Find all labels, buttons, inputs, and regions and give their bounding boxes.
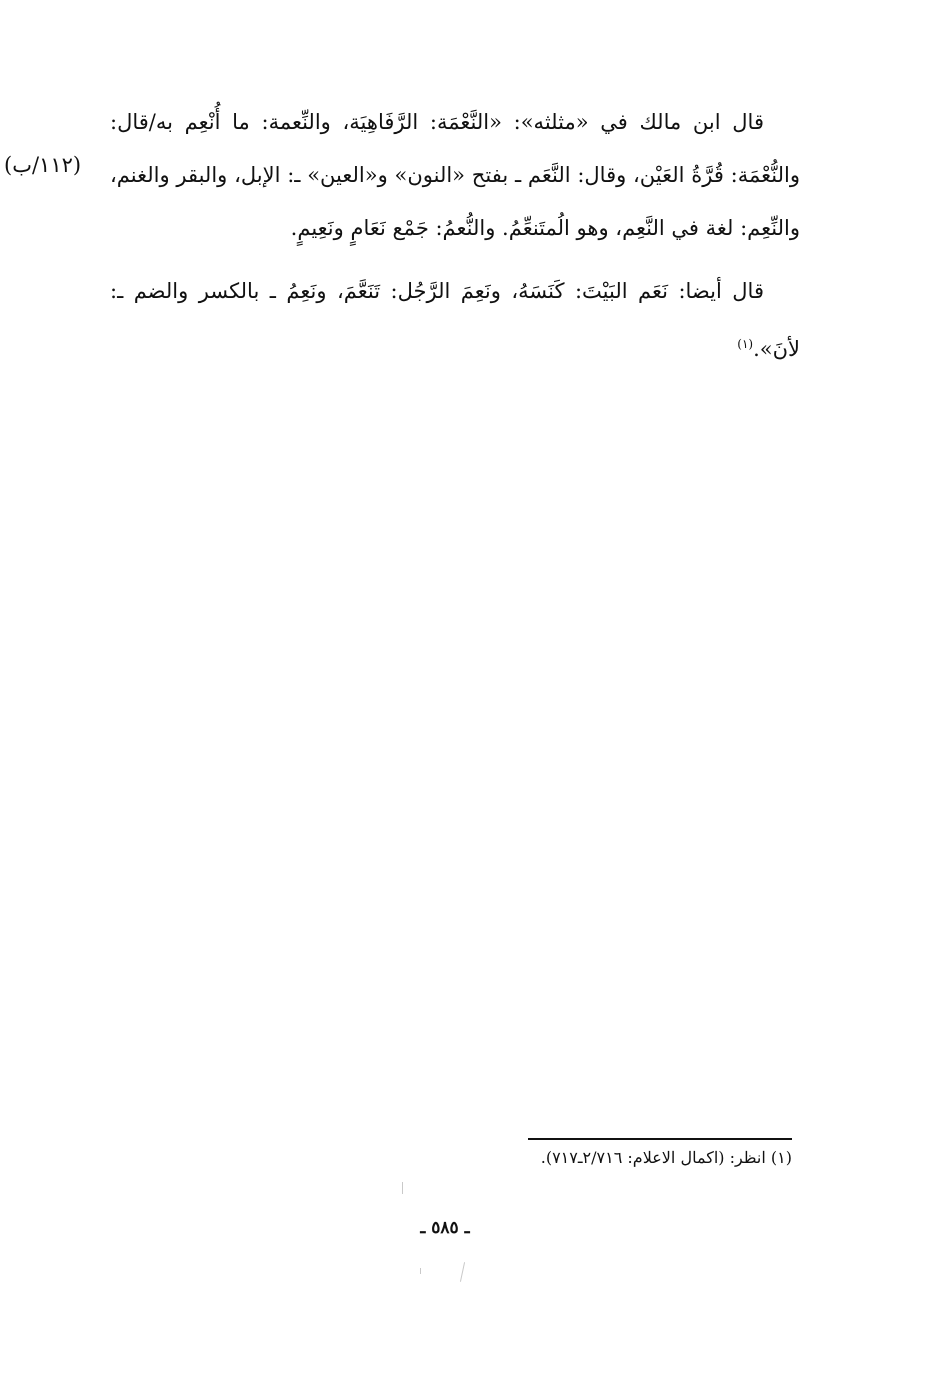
paragraph-2 bbox=[110, 265, 800, 376]
scan-artifact bbox=[420, 1268, 421, 1274]
footnote: (١) انظر: (اكمال الاعلام: ٢/٧١٦ـ٧١٧). bbox=[540, 1148, 792, 1167]
scan-artifact bbox=[402, 1182, 403, 1194]
page-number: ـ ٥٨٥ ـ bbox=[420, 1218, 470, 1238]
scan-artifact bbox=[460, 1262, 465, 1282]
manuscript-folio-reference: (١١٢/ب) bbox=[4, 153, 82, 177]
paragraph-1: قال ابن مالك في «مثلثه»: «النَّعْمَة: الرَّفَاهِيَة، والنِّعمة: ما أُنْعِم به/قال: والنُّعْمَة: قُرَّةُ العَيْن، وقال: النَّعَم ـ بفتح «النون» و«العين» ـ: الإبل، والبقر والغنم، والنِّعِم: لغة في النَّعِم، وهو الُمتَنعِّمُ. والنُّعمُ: جَمْع نَعَامٍ ونَعِيمٍ. bbox=[110, 110, 800, 240]
paragraph-2-text: قال أيضا: نَعَم البَيْتَ: كَنَسَهُ، ونَعِمَ الرَّجُل: تَنَعَّمَ، ونَعِمُ ـ بالكسر والضم ـ: لأنَ». bbox=[110, 279, 800, 361]
main-text bbox=[110, 96, 800, 376]
footnote-separator bbox=[528, 1138, 792, 1140]
footnote-marker: (١) bbox=[737, 337, 754, 351]
